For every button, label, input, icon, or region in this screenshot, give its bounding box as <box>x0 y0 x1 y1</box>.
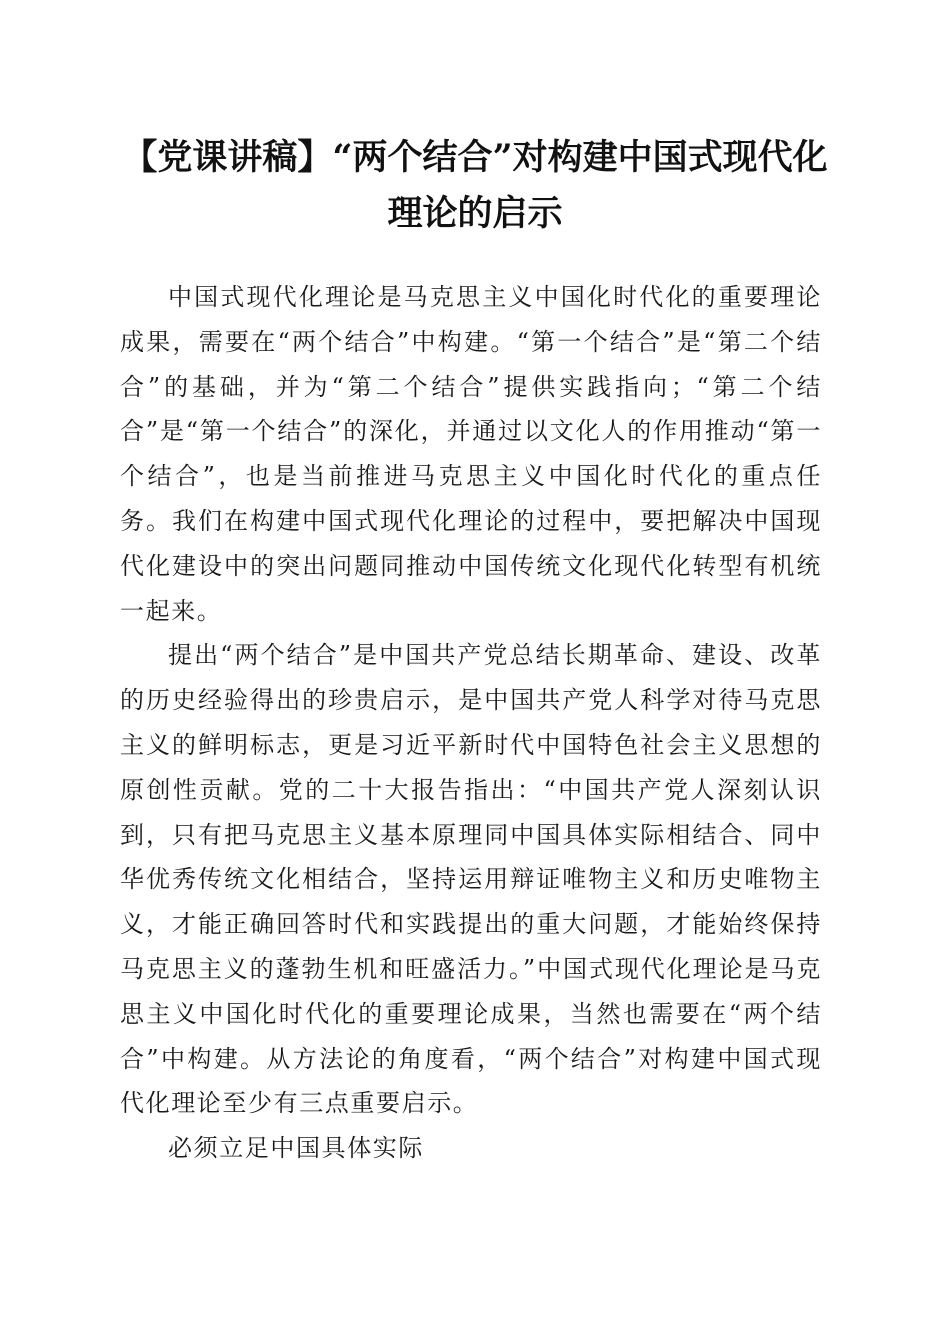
paragraph-1: 中国式现代化理论是马克思主义中国化时代化的重要理论成果，需要在“两个结合”中构建。“第一个结合”是“第二个结合”的基础，并为“第二个结合”提供实践指向；“第二个结合”是“第一个结合”的深化，并通过以文化人的作用推动“第一个结合”，也是当前推进马克思主义中国化时代化的重点任务。我们在构建中国式现代化理论的过程中，要把解决中国现代化建设中的突出问题同推动中国传统文化现代化转型有机统一起来。 <box>120 283 822 625</box>
document-body <box>120 275 822 1171</box>
paragraph-2: 提出“两个结合”是中国共产党总结长期革命、建设、改革的历史经验得出的珍贵启示，是中国共产党人科学对待马克思主义的鲜明标志，更是习近平新时代中国特色社会主义思想的原创性贡献。党的二十大报告指出：“中国共产党人深刻认识到，只有把马克思主义基本原理同中国具体实际相结合、同中华优秀传统文化相结合，坚持运用辩证唯物主义和历史唯物主义，才能正确回答时代和实践提出的重大问题，才能始终保持马克思主义的蓬勃生机和旺盛活力。”中国式现代化理论是马克思主义中国化时代化的重要理论成果，当然也需要在“两个结合”中构建。从方法论的角度看，“两个结合”对构建中国式现代化理论至少有三点重要启示。 <box>120 641 822 1118</box>
document-title: 【党课讲稿】“两个结合”对构建中国式现代化理论的启示 <box>122 137 828 234</box>
section-heading: 必须立足中国具体实际 <box>168 1134 424 1163</box>
